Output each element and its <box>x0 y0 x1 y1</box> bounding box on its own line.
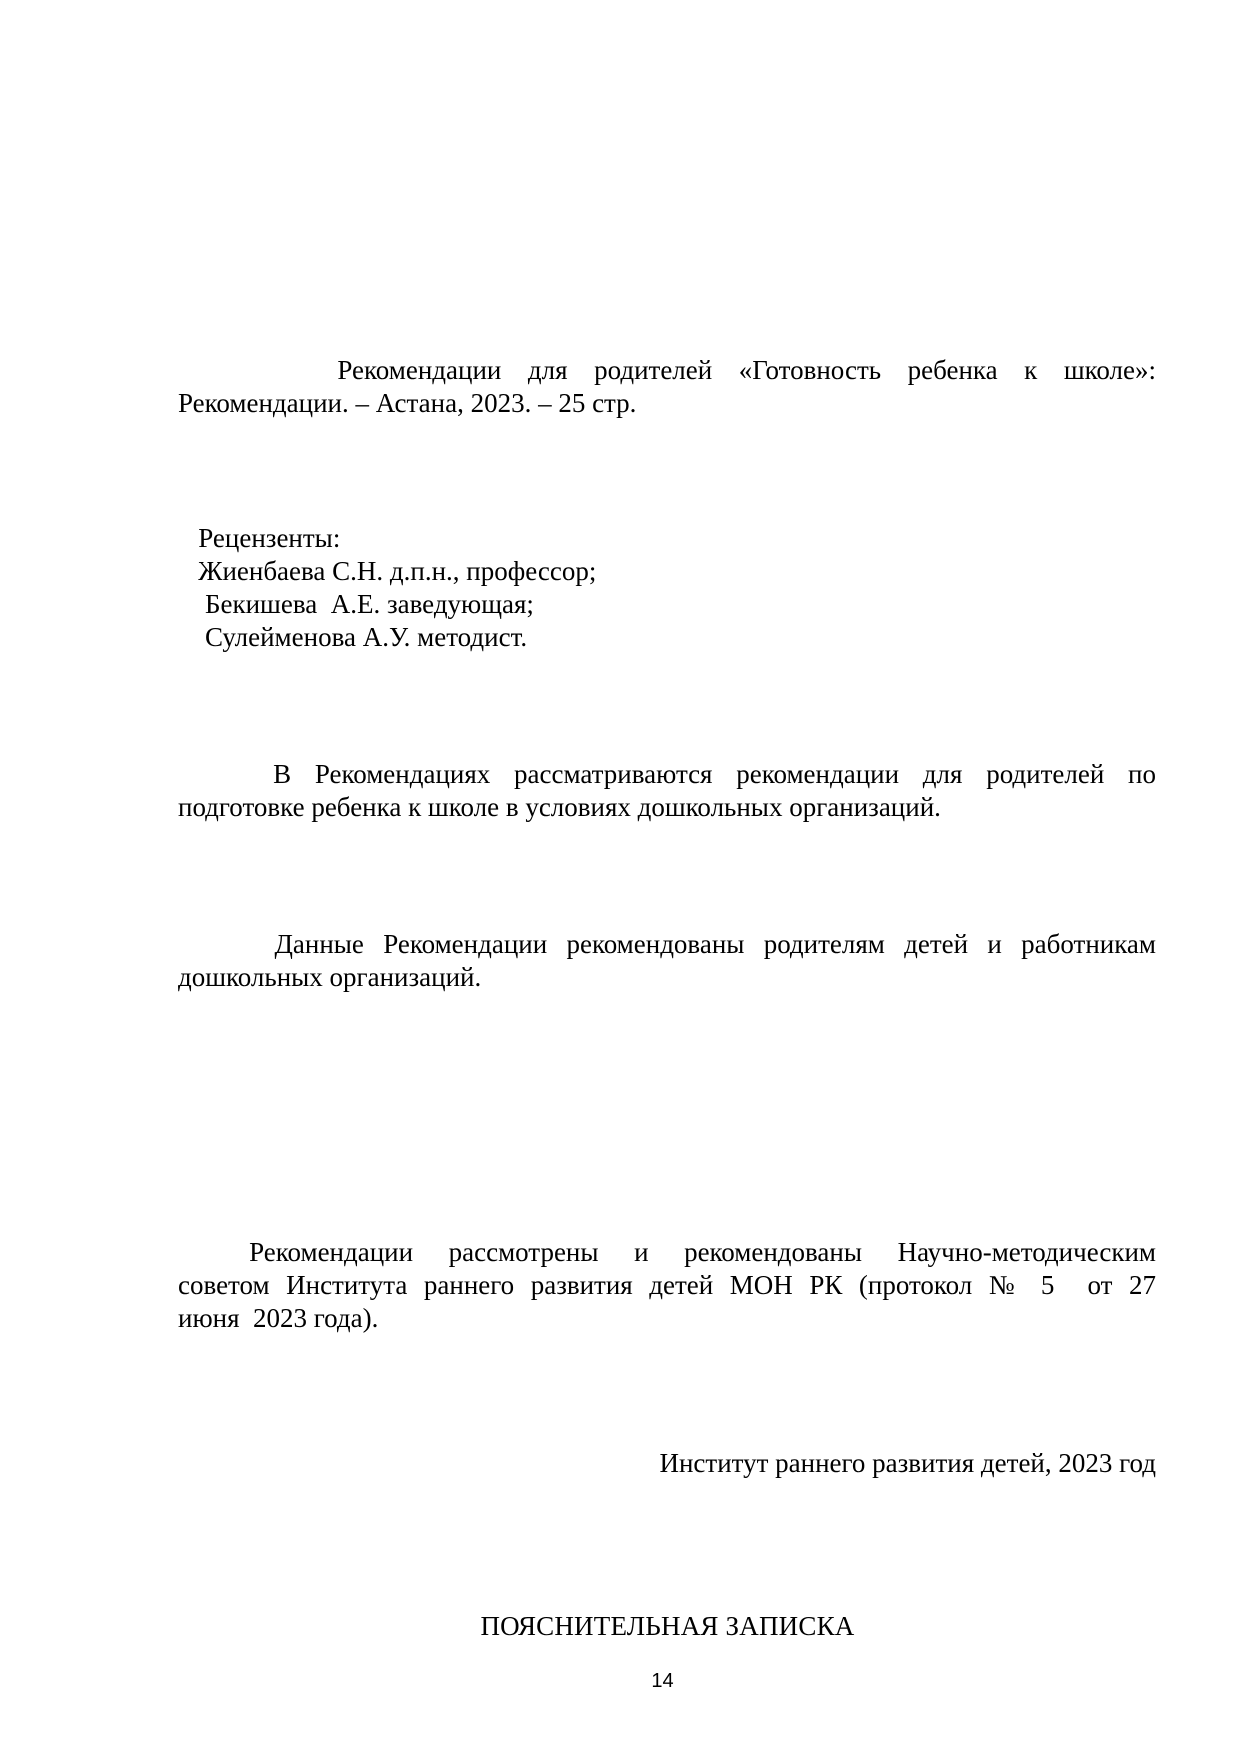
reviewer-item: Жиенбаева С.Н. д.п.н., профессор; <box>178 556 597 586</box>
description-line-2: подготовке ребенка к школе в условиях дошкольных организаций. <box>178 792 941 822</box>
audience-line-2: дошкольных организаций. <box>178 962 482 992</box>
audience-paragraph <box>178 928 1156 994</box>
description-paragraph <box>178 758 1156 824</box>
page-number: 14 <box>651 1670 674 1692</box>
explanatory-note-title: ПОЯСНИТЕЛЬНАЯ ЗАПИСКА <box>480 1611 855 1641</box>
approval-line-3: июня 2023 года). <box>178 1303 379 1333</box>
approval-line-1: Рекомендации рассмотрены и рекомендованы Научно-методическим <box>178 1237 1156 1267</box>
approval-line-2: советом Института раннего развития детей МОН РК (протокол № 5 от 27 <box>178 1270 1156 1300</box>
reviewer-item: Бекишева А.Е. заведующая; <box>178 589 534 619</box>
citation-line-2: Рекомендации. – Астана, 2023. – 25 стр. <box>178 388 637 418</box>
reviewers-section <box>178 522 1156 654</box>
approval-paragraph <box>178 1236 1156 1335</box>
institute-signature: Институт раннего развития детей, 2023 год <box>659 1448 1156 1478</box>
citation-line-1: Рекомендации для родителей «Готовность ребенка к школе»: <box>178 355 1157 385</box>
reviewer-item: Сулейменова А.У. методист. <box>178 622 528 652</box>
description-line-1: В Рекомендациях рассматриваются рекомендации для родителей по <box>178 759 1157 789</box>
audience-line-1: Данные Рекомендации рекомендованы родителям детей и работникам <box>178 929 1156 959</box>
bibliographic-citation <box>178 354 1156 420</box>
reviewers-heading: Рецензенты: <box>178 523 341 553</box>
